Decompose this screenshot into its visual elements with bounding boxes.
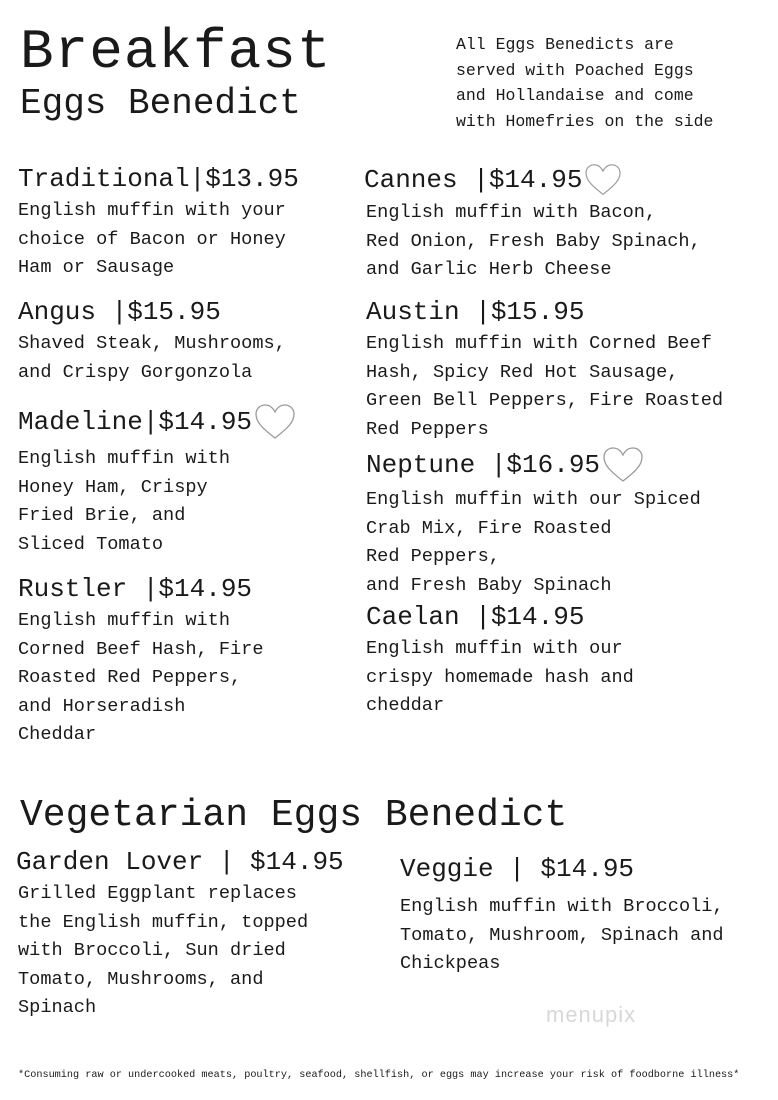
menu-item-traditional <box>18 163 299 283</box>
menu-item-garden-lover <box>16 846 344 1023</box>
menu-item-veggie <box>400 853 724 979</box>
item-name: Caelan |$14.95 <box>366 602 585 632</box>
heart-icon <box>254 403 296 441</box>
section-title-vegetarian: Vegetarian Eggs Benedict <box>20 794 568 837</box>
page-title: Breakfast <box>20 20 332 84</box>
watermark: menupix <box>546 1002 637 1027</box>
item-description: English muffin with Bacon, Red Onion, Fresh Baby Spinach, and Garlic Herb Cheese <box>366 202 701 280</box>
heart-icon <box>584 163 622 197</box>
item-name: Angus |$15.95 <box>18 297 221 327</box>
item-description: English muffin with Honey Ham, Crispy Fried Brie, and Sliced Tomato <box>18 448 231 555</box>
item-name: Traditional|$13.95 <box>18 164 299 194</box>
item-name: Madeline|$14.95 <box>18 403 296 441</box>
item-name: Cannes |$14.95 <box>364 163 701 197</box>
item-description: English muffin with Broccoli, Tomato, Mushroom, Spinach and Chickpeas <box>400 896 724 974</box>
menu-item-madeline <box>18 403 296 559</box>
item-description: English muffin with your choice of Bacon or Honey Ham or Sausage <box>18 200 286 278</box>
item-description: Grilled Eggplant replaces the English muffin, topped with Broccoli, Sun dried Tomato, Mushrooms, and Spinach <box>18 883 309 1018</box>
item-description: Shaved Steak, Mushrooms, and Crispy Gorgonzola <box>18 333 286 383</box>
item-name: Veggie | $14.95 <box>400 854 635 884</box>
menu-item-neptune <box>366 446 701 600</box>
menu-item-caelan <box>366 601 634 721</box>
menu-item-rustler <box>18 573 263 750</box>
section-title-eggs-benedict: Eggs Benedict <box>20 83 301 124</box>
item-description: English muffin with Corned Beef Hash, Fire Roasted Red Peppers, and Horseradish Cheddar <box>18 610 264 745</box>
item-description: English muffin with our crispy homemade hash and cheddar <box>366 638 634 716</box>
menu-item-cannes <box>364 163 701 285</box>
item-description: English muffin with our Spiced Crab Mix, Fire Roasted Red Peppers, and Fresh Baby Spinach <box>366 489 701 596</box>
item-name: Rustler |$14.95 <box>18 574 253 604</box>
item-name: Garden Lover | $14.95 <box>16 847 344 877</box>
footnote: *Consuming raw or undercooked meats, poultry, seafood, shellfish, or eggs may increase your risk of foodborne illness* <box>18 1070 740 1081</box>
item-name: Neptune |$16.95 <box>366 446 701 484</box>
heart-icon <box>602 446 644 484</box>
item-name: Austin |$15.95 <box>366 297 585 327</box>
menu-item-angus <box>18 296 286 387</box>
intro-note: All Eggs Benedicts are served with Poached Eggs and Hollandaise and come with Homefries on the side <box>456 35 714 131</box>
item-description: English muffin with Corned Beef Hash, Spicy Red Hot Sausage, Green Bell Peppers, Fire Roasted Red Peppers <box>366 333 724 440</box>
menu-item-austin <box>366 296 723 444</box>
